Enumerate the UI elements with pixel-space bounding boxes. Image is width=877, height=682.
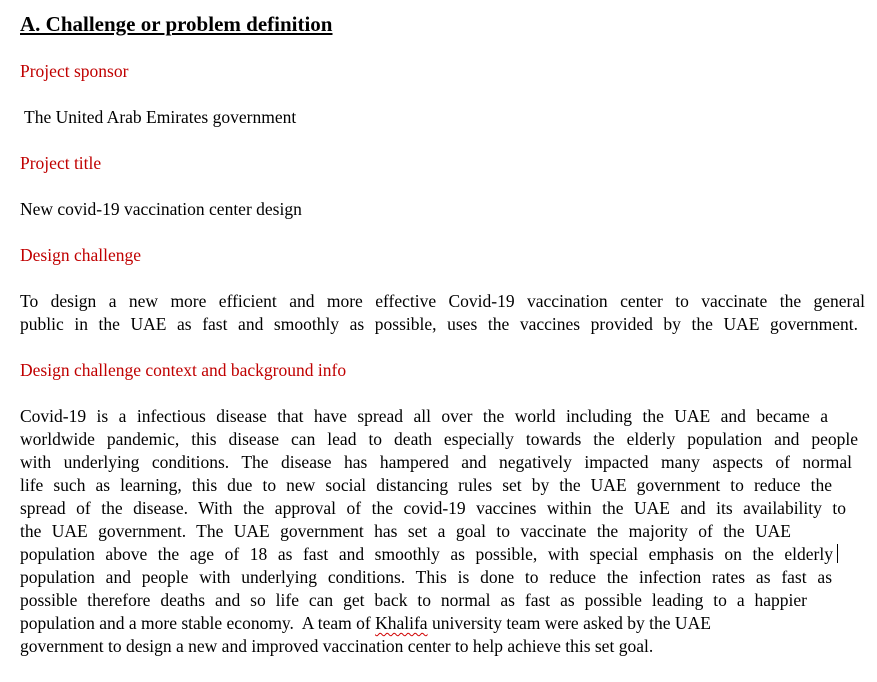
paragraph-line-text: population and a more stable economy. A team of <box>20 613 376 633</box>
paragraph-line-text: population above the age of 18 as fast and smoothly as possible, with special emphasis on the elderly <box>20 544 833 564</box>
paragraph-line: Covid-19 is a infectious disease that have spread all over the world including the UAE and became a <box>20 406 828 426</box>
paragraph-line: To design a new more efficient and more effective Covid-19 vaccination center to vaccinate the general <box>20 291 865 311</box>
paragraph-line: population and people with underlying conditions. This is done to reduce the infection rates as fast as <box>20 567 832 587</box>
design-challenge-label: Design challenge <box>20 245 141 265</box>
paragraph-line: life such as learning, this due to new social distancing rules set by the UAE government to reduce the <box>20 475 832 495</box>
design-challenge-paragraph <box>20 290 865 336</box>
paragraph-line: worldwide pandemic, this disease can lead to death especially towards the elderly population and people <box>20 429 858 449</box>
section-heading: A. Challenge or problem definition <box>20 12 333 36</box>
project-title-value: New covid-19 vaccination center design <box>20 199 302 219</box>
context-paragraph <box>20 405 865 658</box>
paragraph-line <box>20 543 838 566</box>
text-cursor <box>837 544 838 563</box>
misspelled-word[interactable]: Khalifa <box>375 613 428 633</box>
project-sponsor-value: The United Arab Emirates government <box>20 107 297 127</box>
paragraph-line <box>20 612 865 635</box>
paragraph-line: government to design a new and improved vaccination center to help achieve this set goal. <box>20 636 654 656</box>
paragraph-line: public in the UAE as fast and smoothly as possible, uses the vaccines provided by the UAE government. <box>20 314 858 334</box>
context-label: Design challenge context and background info <box>20 360 347 380</box>
paragraph-line: with underlying conditions. The disease has hampered and negatively impacted many aspects of normal <box>20 452 852 472</box>
project-title-label: Project title <box>20 153 102 173</box>
paragraph-line: possible therefore deaths and so life can get back to normal as fast as possible leading to a happier <box>20 590 807 610</box>
paragraph-line-text: university team were asked by the UAE <box>431 613 711 633</box>
paragraph-line: the UAE government. The UAE government has set a goal to vaccinate the majority of the UAE <box>20 521 791 541</box>
project-sponsor-label: Project sponsor <box>20 61 129 81</box>
paragraph-line: spread of the disease. With the approval of the covid-19 vaccines within the UAE and its availability to <box>20 498 846 518</box>
